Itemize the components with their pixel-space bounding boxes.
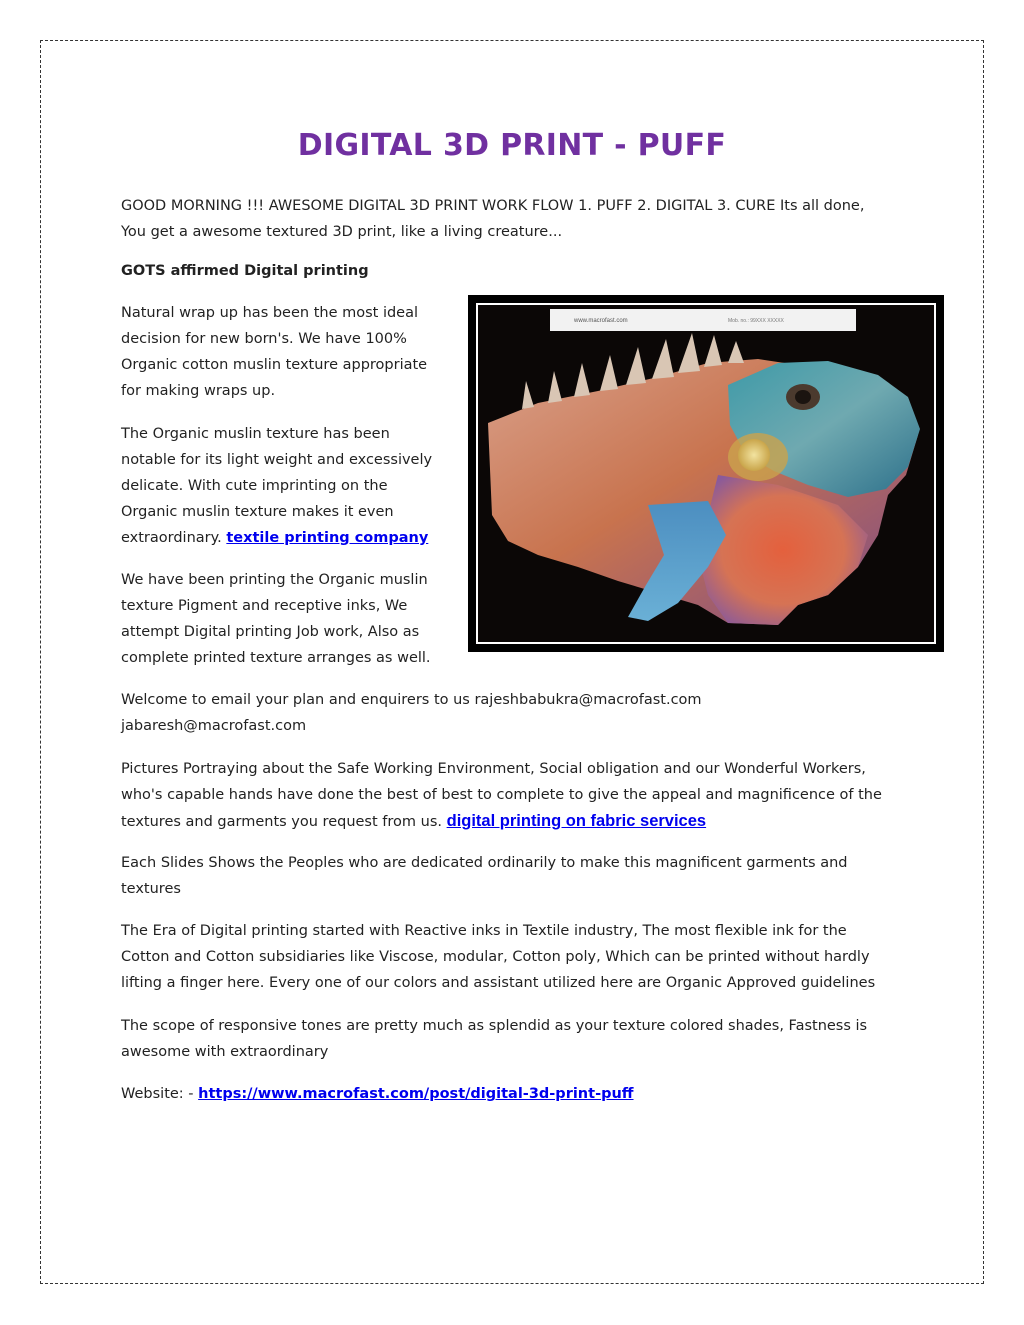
para3-line: complete printed texture arranges as well. (121, 650, 431, 666)
scope-paragraph (121, 1013, 867, 1065)
scope-line-2: awesome with extraordinary (121, 1044, 329, 1060)
era-line-3: lifting a finger here. Every one of our colors and assistant utilized here are Organic Approved guidelines (121, 975, 876, 991)
image-tag-text-2: Mob. no.: 99XXX XXXXX (728, 318, 784, 324)
para2-line: Organic muslin texture makes it even (121, 504, 394, 520)
slides-line-2: textures (121, 881, 181, 897)
email-line-2: jabaresh@macrofast.com (121, 718, 307, 734)
para2-line: The Organic muslin texture has been (121, 426, 390, 442)
scope-line-1: The scope of responsive tones are pretty much as splendid as your texture colored shades, Fastness is (121, 1018, 868, 1034)
pictures-line-3: textures and garments you request from us. (121, 814, 447, 830)
website-label: Website: - (121, 1086, 199, 1102)
era-line-1: The Era of Digital printing started with Reactive inks in Textile industry, The most flexible ink for the (121, 923, 847, 939)
email-line-1: Welcome to email your plan and enquirers to us rajeshbabukra@macrofast.com (121, 692, 702, 708)
para3-line: attempt Digital printing Job work, Also as (121, 624, 420, 640)
email-paragraph (121, 687, 702, 739)
para2-line: extraordinary. (121, 530, 227, 546)
section-heading: GOTS affirmed Digital printing (121, 263, 369, 279)
paragraph-natural-wrap (121, 300, 427, 404)
paragraph-organic-muslin (121, 421, 432, 551)
para3-line: We have been printing the Organic muslin (121, 572, 428, 588)
digital-printing-fabric-link[interactable]: digital printing on fabric services (446, 812, 707, 830)
image-tag-text: www.macrofast.com (574, 318, 628, 324)
website-paragraph (121, 1081, 634, 1107)
para1-line: decision for new born's. We have 100% (121, 331, 407, 347)
para2-line: notable for its light weight and excessively (121, 452, 433, 468)
intro-line-2: You get a awesome textured 3D print, like a living creature... (121, 224, 563, 240)
paragraph-pigment-inks (121, 567, 431, 671)
para1-line: Natural wrap up has been the most ideal (121, 305, 419, 321)
era-paragraph (121, 918, 875, 996)
pictures-line-2: who's capable hands have done the best of best to complete to give the appeal and magnificence of the (121, 787, 882, 803)
textile-printing-company-link[interactable]: textile printing company (226, 530, 429, 546)
era-line-2: Cotton and Cotton subsidiaries like Viscose, modular, Cotton poly, Which can be printed without hardly (121, 949, 870, 965)
iguana-illustration-icon (478, 305, 934, 642)
para1-line: for making wraps up. (121, 383, 276, 399)
para3-line: texture Pigment and receptive inks, We (121, 598, 408, 614)
para2-line: delicate. With cute imprinting on the (121, 478, 388, 494)
pictures-paragraph (121, 756, 882, 835)
iguana-print-image (468, 295, 944, 652)
slides-line-1: Each Slides Shows the Peoples who are dedicated ordinarily to make this magnificent garments and (121, 855, 848, 871)
intro-line-1: GOOD MORNING !!! AWESOME DIGITAL 3D PRINT WORK FLOW 1. PUFF 2. DIGITAL 3. CURE Its all done, (121, 198, 865, 214)
website-url-link[interactable]: https://www.macrofast.com/post/digital-3d-print-puff (198, 1086, 634, 1102)
page-title: DIGITAL 3D PRINT - PUFF (297, 128, 727, 163)
slides-paragraph (121, 850, 847, 902)
pictures-line-1: Pictures Portraying about the Safe Working Environment, Social obligation and our Wonderful Workers, (121, 761, 866, 777)
intro-paragraph (121, 193, 864, 245)
image-inner-border (476, 303, 936, 644)
para1-line: Organic cotton muslin texture appropriate (121, 357, 428, 373)
